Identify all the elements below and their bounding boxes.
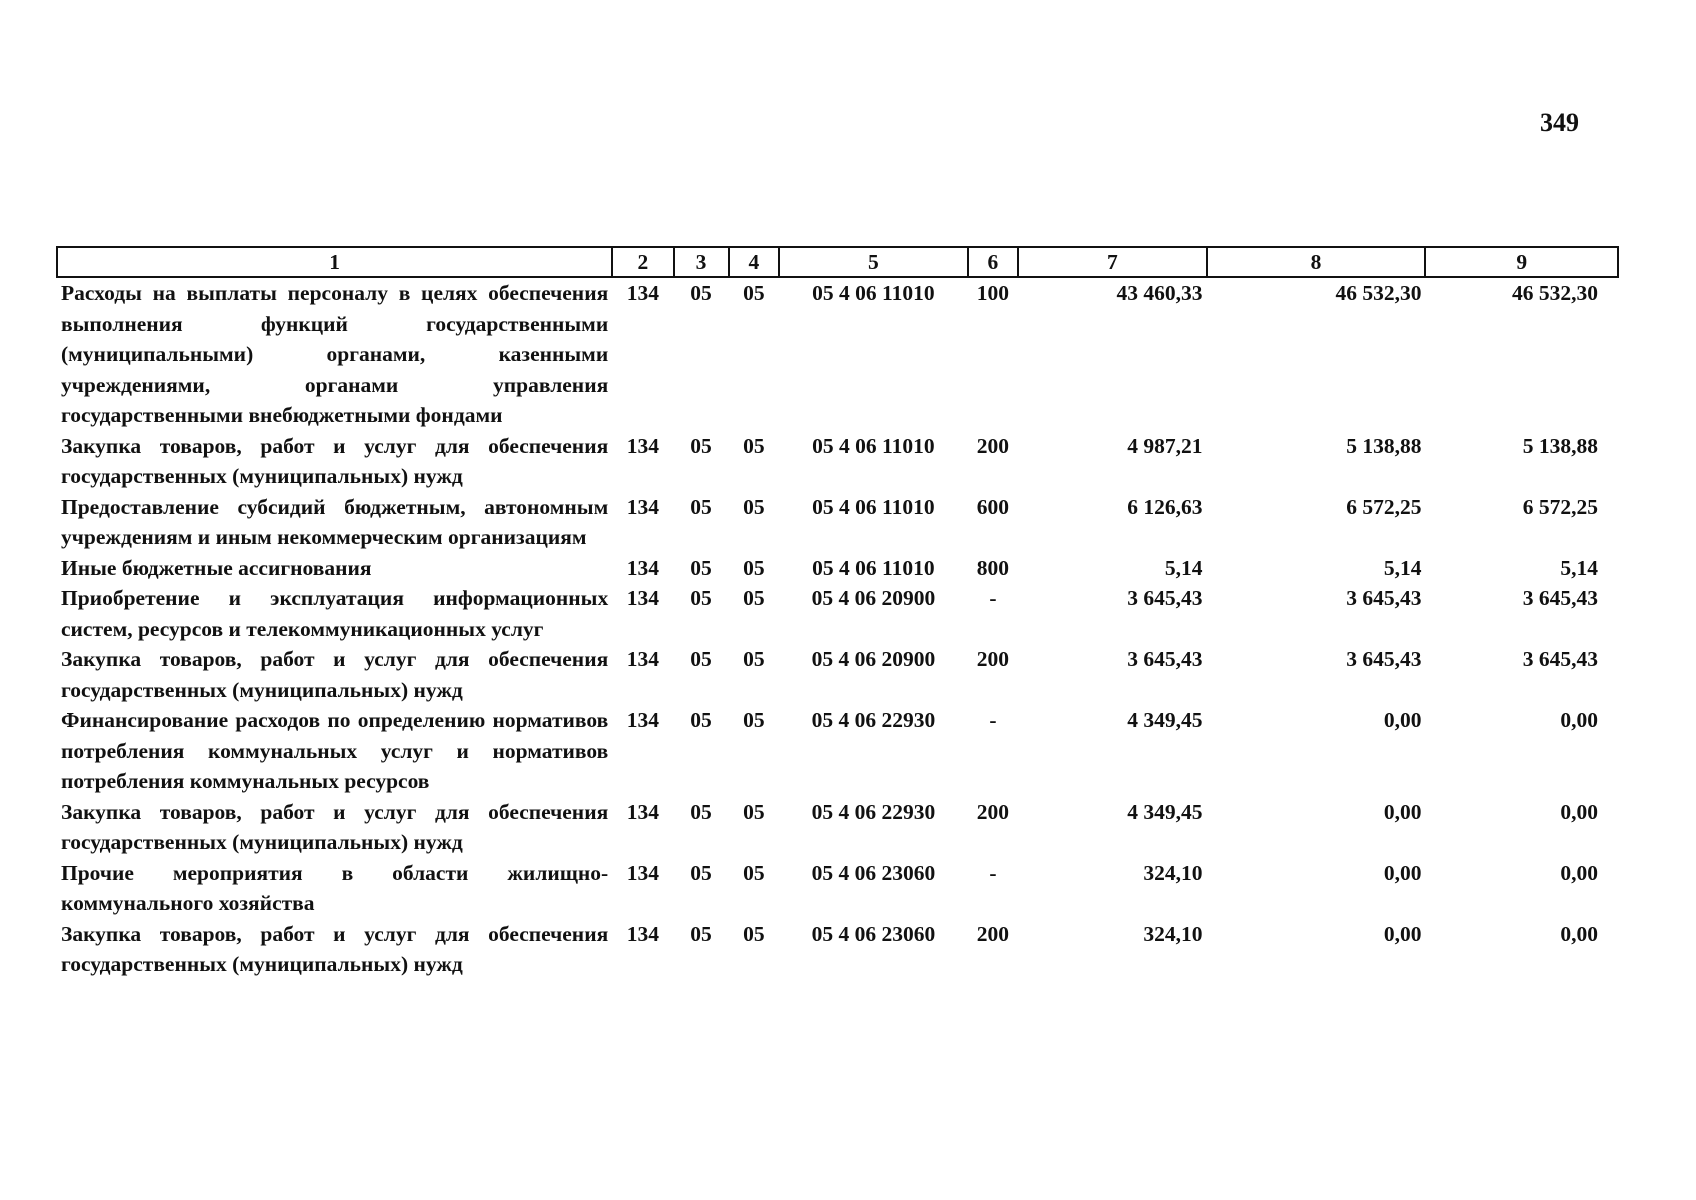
- amount-cell-7: 324,10: [1143, 860, 1203, 885]
- subsection-cell: 05: [743, 860, 765, 885]
- subsection-cell: 05: [743, 494, 765, 519]
- expense-type-cell: 200: [976, 921, 1010, 946]
- code-cell: 134: [626, 494, 659, 519]
- section-cell: 05: [690, 586, 712, 610]
- table-row: [57, 919, 1618, 980]
- table-row: [57, 644, 1618, 705]
- amount-cell-9: 5,14: [1560, 555, 1598, 580]
- code-cell: 134: [626, 860, 659, 885]
- amount-cell-9: 0,00: [1560, 799, 1598, 824]
- table-row: [57, 553, 1618, 584]
- section-cell: 05: [690, 708, 712, 732]
- section-cell: 05: [690, 860, 712, 885]
- target-article-cell: 05 4 06 23060: [811, 921, 936, 946]
- expense-type-cell: 200: [976, 799, 1010, 824]
- target-article-cell: 05 4 06 20900: [811, 647, 936, 671]
- subsection-cell: 05: [743, 433, 765, 458]
- table-row: [57, 705, 1618, 797]
- amount-cell-9: 0,00: [1560, 921, 1598, 946]
- column-header-7: 7: [1018, 247, 1206, 277]
- code-cell: 134: [626, 586, 659, 610]
- amount-cell-8: 5,14: [1383, 555, 1422, 580]
- expense-type-cell: 600: [976, 494, 1010, 519]
- page-number: 349: [1540, 108, 1579, 137]
- description-cell: Приобретение и эксплуатация информационных систем, ресурсов и телекоммуникационных услуг: [61, 586, 609, 641]
- description-cell: Предоставление субсидий бюджетным, автономным учреждениям и иным некоммерческим организациям: [61, 494, 609, 549]
- column-header-1: 1: [57, 247, 612, 277]
- description-cell: Финансирование расходов по определению нормативов потребления коммунальных услуг и нормативов потребления коммунальных ресурсов: [61, 708, 609, 793]
- amount-cell-8: 0,00: [1383, 860, 1422, 885]
- subsection-cell: 05: [743, 647, 765, 671]
- code-cell: 134: [626, 555, 659, 580]
- expense-type-cell: -: [989, 860, 997, 885]
- section-cell: 05: [690, 921, 712, 946]
- description-cell: Прочие мероприятия в области жилищно-коммунального хозяйства: [61, 860, 609, 915]
- section-cell: 05: [690, 555, 712, 580]
- target-article-cell: 05 4 06 11010: [812, 494, 935, 519]
- amount-cell-7: 4 349,45: [1127, 708, 1203, 732]
- section-cell: 05: [690, 433, 712, 458]
- description-cell: Иные бюджетные ассигнования: [61, 555, 372, 580]
- target-article-cell: 05 4 06 22930: [811, 708, 936, 732]
- code-cell: 134: [626, 921, 659, 946]
- column-header-2: 2: [612, 247, 673, 277]
- column-header-9: 9: [1425, 247, 1618, 277]
- target-article-cell: 05 4 06 11010: [812, 555, 935, 580]
- table-row: [57, 492, 1618, 553]
- expense-type-cell: -: [989, 586, 997, 610]
- description-cell: Расходы на выплаты персоналу в целях обеспечения выполнения функций государственными (муниципальными) органами, казенными учреждениями, органами управления государственными внебюджетными фондами: [61, 281, 609, 427]
- description-cell: Закупка товаров, работ и услуг для обеспечения государственных (муниципальных) нужд: [61, 799, 609, 854]
- subsection-cell: 05: [743, 708, 765, 732]
- code-cell: 134: [626, 708, 659, 732]
- amount-cell-7: 324,10: [1143, 921, 1203, 946]
- table-row: [57, 583, 1618, 644]
- amount-cell-8: 0,00: [1383, 921, 1422, 946]
- amount-cell-9: 0,00: [1560, 860, 1598, 885]
- amount-cell-9: 46 532,30: [1512, 281, 1598, 305]
- expense-type-cell: 100: [976, 281, 1010, 305]
- header-row: [57, 247, 1618, 277]
- section-cell: 05: [690, 799, 712, 824]
- table-row: [57, 277, 1618, 431]
- expense-type-cell: 800: [976, 555, 1010, 580]
- target-article-cell: 05 4 06 20900: [811, 586, 936, 610]
- amount-cell-9: 3 645,43: [1522, 647, 1598, 671]
- table-body: [57, 277, 1618, 980]
- amount-cell-8: 6 572,25: [1346, 494, 1422, 519]
- target-article-cell: 05 4 06 11010: [812, 281, 935, 305]
- table-row: [57, 797, 1618, 858]
- column-header-3: 3: [674, 247, 729, 277]
- subsection-cell: 05: [743, 281, 765, 305]
- amount-cell-7: 4 349,45: [1127, 799, 1203, 824]
- code-cell: 134: [626, 433, 659, 458]
- subsection-cell: 05: [743, 799, 765, 824]
- amount-cell-7: 43 460,33: [1116, 281, 1203, 305]
- subsection-cell: 05: [743, 921, 765, 946]
- amount-cell-9: 3 645,43: [1522, 586, 1598, 610]
- amount-cell-8: 3 645,43: [1346, 647, 1422, 671]
- amount-cell-9: 0,00: [1560, 708, 1598, 732]
- table-row: [57, 858, 1618, 919]
- column-header-8: 8: [1207, 247, 1426, 277]
- amount-cell-9: 5 138,88: [1522, 433, 1598, 458]
- amount-cell-7: 5,14: [1164, 555, 1203, 580]
- code-cell: 134: [626, 647, 659, 671]
- amount-cell-7: 6 126,63: [1127, 494, 1203, 519]
- expense-type-cell: 200: [976, 647, 1010, 671]
- code-cell: 134: [626, 281, 659, 305]
- description-cell: Закупка товаров, работ и услуг для обеспечения государственных (муниципальных) нужд: [61, 433, 609, 488]
- amount-cell-7: 4 987,21: [1127, 433, 1203, 458]
- subsection-cell: 05: [743, 586, 765, 610]
- target-article-cell: 05 4 06 22930: [811, 799, 936, 824]
- amount-cell-9: 6 572,25: [1522, 494, 1598, 519]
- description-cell: Закупка товаров, работ и услуг для обеспечения государственных (муниципальных) нужд: [61, 647, 609, 702]
- column-header-4: 4: [729, 247, 780, 277]
- amount-cell-8: 46 532,30: [1335, 281, 1422, 305]
- section-cell: 05: [690, 281, 712, 305]
- description-cell: Закупка товаров, работ и услуг для обеспечения государственных (муниципальных) нужд: [61, 921, 609, 976]
- amount-cell-7: 3 645,43: [1127, 647, 1203, 671]
- column-header-6: 6: [968, 247, 1019, 277]
- amount-cell-7: 3 645,43: [1127, 586, 1203, 610]
- amount-cell-8: 0,00: [1383, 799, 1422, 824]
- amount-cell-8: 0,00: [1383, 708, 1422, 732]
- target-article-cell: 05 4 06 23060: [811, 860, 936, 885]
- table-header: [57, 247, 1618, 277]
- expense-type-cell: 200: [976, 433, 1010, 458]
- code-cell: 134: [626, 799, 659, 824]
- amount-cell-8: 3 645,43: [1346, 586, 1422, 610]
- expense-type-cell: -: [989, 708, 997, 732]
- subsection-cell: 05: [743, 555, 765, 580]
- column-header-5: 5: [779, 247, 967, 277]
- amount-cell-8: 5 138,88: [1346, 433, 1422, 458]
- section-cell: 05: [690, 647, 712, 671]
- section-cell: 05: [690, 494, 712, 519]
- budget-table: [56, 246, 1619, 980]
- target-article-cell: 05 4 06 11010: [812, 433, 935, 458]
- table-row: [57, 431, 1618, 492]
